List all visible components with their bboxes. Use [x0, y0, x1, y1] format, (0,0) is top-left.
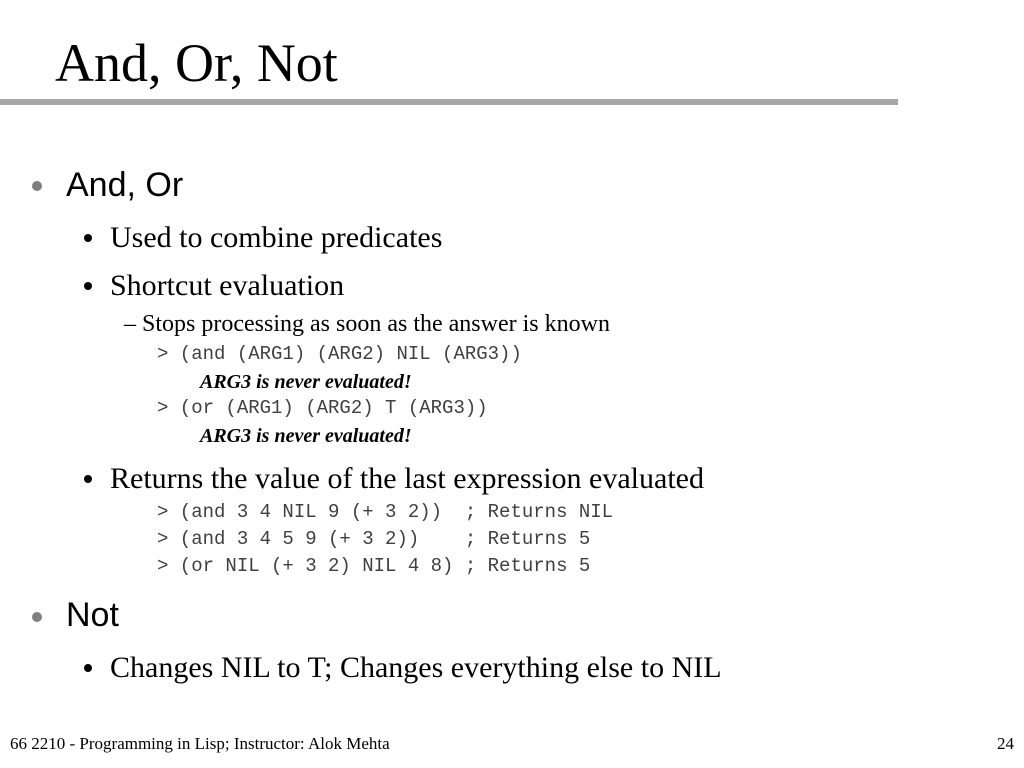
- bullet-dot-icon: [84, 282, 92, 290]
- note-arg3-and: ARG3 is never evaluated!: [200, 371, 412, 393]
- subpoint-stops-processing: Stops processing as soon as the answer is known: [142, 311, 610, 337]
- page-number: 24: [997, 734, 1014, 753]
- slide-title: And, Or, Not: [55, 33, 338, 93]
- bullet-dot-icon: [32, 181, 42, 191]
- point-returns-value: Returns the value of the last expression evaluated: [110, 462, 704, 495]
- code-line: > (and 3 4 NIL 9 (+ 3 2)) ; Returns NIL: [157, 501, 614, 523]
- heading-not: Not: [66, 596, 119, 634]
- bullet-dot-icon: [84, 475, 92, 483]
- bullet-dot-icon: [32, 612, 42, 622]
- code-line: > (and 3 4 5 9 (+ 3 2)) ; Returns 5: [157, 528, 591, 550]
- bullet-dot-icon: [84, 664, 92, 672]
- footer-course: 66 2210 - Programming in Lisp; Instructor: Alok Mehta: [10, 734, 390, 753]
- code-line: > (or NIL (+ 3 2) NIL 4 8) ; Returns 5: [157, 555, 591, 577]
- bullet-dot-icon: [84, 234, 92, 242]
- code-or-example: > (or (ARG1) (ARG2) T (ARG3)): [157, 397, 488, 419]
- point-changes-nil: Changes NIL to T; Changes everything else to NIL: [110, 651, 722, 684]
- heading-and-or: And, Or: [66, 166, 184, 204]
- dash-bullet-icon: –: [124, 311, 136, 337]
- point-combine-predicates: Used to combine predicates: [110, 221, 443, 254]
- code-and-example: > (and (ARG1) (ARG2) NIL (ARG3)): [157, 343, 522, 365]
- title-divider: [0, 99, 898, 105]
- point-shortcut-evaluation: Shortcut evaluation: [110, 269, 345, 302]
- note-arg3-or: ARG3 is never evaluated!: [200, 425, 412, 447]
